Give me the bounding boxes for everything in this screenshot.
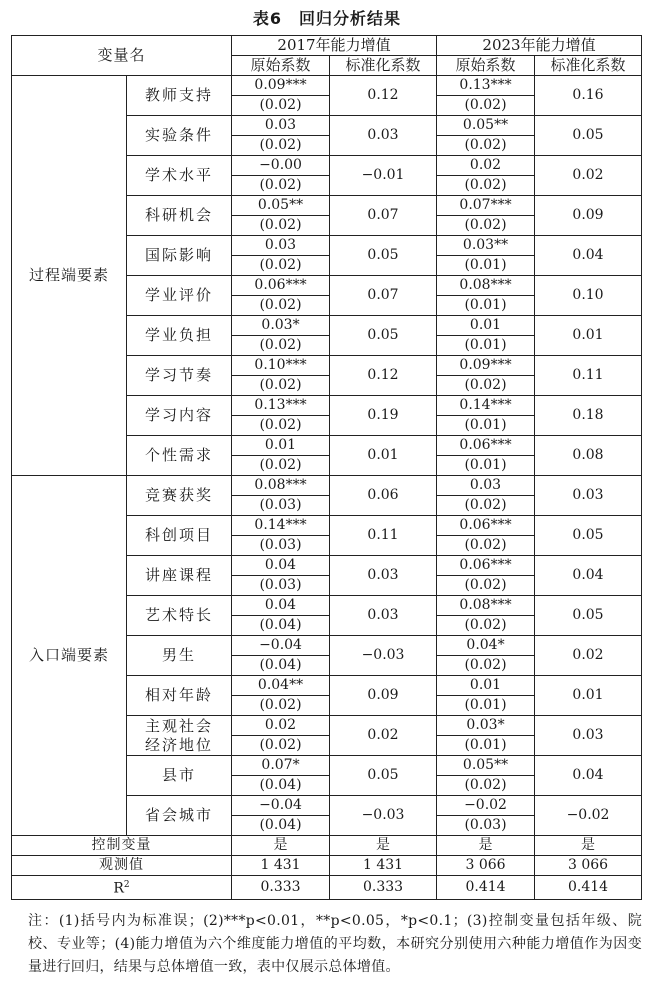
coef-2023: 0.06*** <box>437 436 535 456</box>
coef-2023: 0.05** <box>437 116 535 136</box>
obs-value: 3 066 <box>437 856 535 876</box>
coef-2017: 0.03 <box>232 236 330 256</box>
coef-2017: 0.04 <box>232 556 330 576</box>
variable-name: 竞赛获奖 <box>127 476 232 516</box>
std-coef-2023: 0.01 <box>535 676 642 716</box>
coef-2017: 0.04 <box>232 596 330 616</box>
coef-2023: 0.06*** <box>437 516 535 536</box>
regression-table <box>11 35 642 900</box>
se-2023: (0.03) <box>437 816 535 836</box>
se-2023: (0.01) <box>437 416 535 436</box>
std-coef-2017: −0.03 <box>330 636 437 676</box>
r2-label <box>12 876 232 900</box>
coef-2017: −0.00 <box>232 156 330 176</box>
variable-name: 学习节奏 <box>127 356 232 396</box>
variable-name: 艺术特长 <box>127 596 232 636</box>
std-coef-2023: 0.18 <box>535 396 642 436</box>
header-raw-2023: 原始系数 <box>437 56 535 76</box>
variable-name: 学业评价 <box>127 276 232 316</box>
coef-2023: 0.01 <box>437 316 535 336</box>
se-2017: (0.02) <box>232 176 330 196</box>
variable-name-line: 主观社会 <box>145 716 214 735</box>
variable-name: 实验条件 <box>127 116 232 156</box>
se-2023: (0.02) <box>437 136 535 156</box>
std-coef-2017: 0.01 <box>330 436 437 476</box>
se-2017: (0.03) <box>232 496 330 516</box>
se-2023: (0.01) <box>437 296 535 316</box>
table-row <box>12 76 642 96</box>
coef-2023: 0.08*** <box>437 596 535 616</box>
std-coef-2017: 0.03 <box>330 596 437 636</box>
std-coef-2017: 0.07 <box>330 196 437 236</box>
std-coef-2023: 0.01 <box>535 316 642 356</box>
coef-2023: 0.02 <box>437 156 535 176</box>
se-2023: (0.01) <box>437 696 535 716</box>
std-coef-2023: 0.05 <box>535 596 642 636</box>
coef-2023: 0.09*** <box>437 356 535 376</box>
se-2023: (0.02) <box>437 576 535 596</box>
variable-name: 个性需求 <box>127 436 232 476</box>
control-value: 是 <box>330 836 437 856</box>
variable-name: 教师支持 <box>127 76 232 116</box>
variable-name <box>127 716 232 756</box>
coef-2023: 0.06*** <box>437 556 535 576</box>
std-coef-2017: 0.07 <box>330 276 437 316</box>
se-2023: (0.02) <box>437 536 535 556</box>
coef-2017: 0.13*** <box>232 396 330 416</box>
header-2017: 2017年能力增值 <box>232 36 437 56</box>
group-process: 过程端要素 <box>12 76 127 476</box>
se-2023: (0.02) <box>437 376 535 396</box>
se-2017: (0.02) <box>232 336 330 356</box>
coef-2023: 0.03** <box>437 236 535 256</box>
std-coef-2023: −0.02 <box>535 796 642 836</box>
note-text: 注：(1)括号内为标准误；(2)***p<0.01，**p<0.05，*p<0.1；(3)控制变量包括年级、院校、专业等；(4)能力增值为六个维度能力增值的平均数，本研究分别使用六种能力增值作为因变量进行回归，结果与总体增值一致，表中仅展示总体增值。 <box>28 913 642 975</box>
coef-2017: 0.03* <box>232 316 330 336</box>
std-coef-2017: 0.02 <box>330 716 437 756</box>
se-2017: (0.02) <box>232 416 330 436</box>
coef-2017: 0.09*** <box>232 76 330 96</box>
group-entry: 入口端要素 <box>12 476 127 836</box>
table-title: 表6 回归分析结果 <box>252 9 402 28</box>
std-coef-2017: −0.01 <box>330 156 437 196</box>
se-2023: (0.02) <box>437 656 535 676</box>
variable-name: 男生 <box>127 636 232 676</box>
obs-value: 1 431 <box>232 856 330 876</box>
se-2023: (0.01) <box>437 336 535 356</box>
se-2023: (0.02) <box>437 496 535 516</box>
se-2023: (0.02) <box>437 176 535 196</box>
table-body <box>12 76 642 836</box>
std-coef-2023: 0.04 <box>535 756 642 796</box>
table-row <box>12 476 642 496</box>
std-coef-2017: 0.03 <box>330 116 437 156</box>
se-2023: (0.01) <box>437 456 535 476</box>
se-2017: (0.03) <box>232 536 330 556</box>
variable-name: 相对年龄 <box>127 676 232 716</box>
r2-superscript: 2 <box>123 880 130 890</box>
header-std-2017: 标准化系数 <box>330 56 437 76</box>
se-2017: (0.04) <box>232 776 330 796</box>
r2-value: 0.414 <box>535 876 642 900</box>
coef-2023: 0.08*** <box>437 276 535 296</box>
variable-name: 国际影响 <box>127 236 232 276</box>
coef-2023: 0.05** <box>437 756 535 776</box>
header-2023: 2023年能力增值 <box>437 36 642 56</box>
std-coef-2023: 0.11 <box>535 356 642 396</box>
se-2017: (0.04) <box>232 616 330 636</box>
coef-2023: 0.07*** <box>437 196 535 216</box>
r2-letter: R <box>113 880 124 897</box>
std-coef-2017: 0.05 <box>330 236 437 276</box>
header-raw-2017: 原始系数 <box>232 56 330 76</box>
variable-name: 县市 <box>127 756 232 796</box>
obs-label: 观测值 <box>12 856 232 876</box>
se-2023: (0.02) <box>437 216 535 236</box>
coef-2017: 0.05** <box>232 196 330 216</box>
obs-value: 3 066 <box>535 856 642 876</box>
std-coef-2023: 0.04 <box>535 236 642 276</box>
std-coef-2023: 0.03 <box>535 716 642 756</box>
control-value: 是 <box>535 836 642 856</box>
coef-2017: 0.04** <box>232 676 330 696</box>
std-coef-2017: 0.03 <box>330 556 437 596</box>
std-coef-2023: 0.02 <box>535 636 642 676</box>
se-2017: (0.02) <box>232 296 330 316</box>
std-coef-2017: 0.12 <box>330 76 437 116</box>
control-value: 是 <box>232 836 330 856</box>
std-coef-2017: 0.09 <box>330 676 437 716</box>
coef-2017: 0.08*** <box>232 476 330 496</box>
se-2017: (0.04) <box>232 816 330 836</box>
coef-2017: 0.02 <box>232 716 330 736</box>
variable-name: 科创项目 <box>127 516 232 556</box>
se-2017: (0.02) <box>232 216 330 236</box>
coef-2023: 0.01 <box>437 676 535 696</box>
variable-name: 省会城市 <box>127 796 232 836</box>
std-coef-2017: 0.05 <box>330 756 437 796</box>
coef-2017: 0.01 <box>232 436 330 456</box>
se-2017: (0.03) <box>232 576 330 596</box>
coef-2023: 0.03 <box>437 476 535 496</box>
control-label: 控制变量 <box>12 836 232 856</box>
coef-2023: −0.02 <box>437 796 535 816</box>
std-coef-2017: 0.05 <box>330 316 437 356</box>
coef-2023: 0.04* <box>437 636 535 656</box>
variable-name: 讲座课程 <box>127 556 232 596</box>
control-value: 是 <box>437 836 535 856</box>
se-2017: (0.02) <box>232 736 330 756</box>
r2-value: 0.414 <box>437 876 535 900</box>
coef-2017: −0.04 <box>232 796 330 816</box>
se-2017: (0.04) <box>232 656 330 676</box>
std-coef-2017: −0.03 <box>330 796 437 836</box>
se-2017: (0.02) <box>232 376 330 396</box>
std-coef-2017: 0.12 <box>330 356 437 396</box>
r2-value: 0.333 <box>330 876 437 900</box>
se-2023: (0.02) <box>437 96 535 116</box>
std-coef-2017: 0.11 <box>330 516 437 556</box>
se-2017: (0.02) <box>232 256 330 276</box>
header-variable: 变量名 <box>12 36 232 76</box>
se-2017: (0.02) <box>232 696 330 716</box>
se-2023: (0.01) <box>437 736 535 756</box>
std-coef-2023: 0.03 <box>535 476 642 516</box>
coef-2017: 0.07* <box>232 756 330 776</box>
r2-value: 0.333 <box>232 876 330 900</box>
table-footer <box>12 836 642 900</box>
obs-value: 1 431 <box>330 856 437 876</box>
coef-2023: 0.03* <box>437 716 535 736</box>
coef-2017: 0.14*** <box>232 516 330 536</box>
se-2017: (0.02) <box>232 136 330 156</box>
coef-2023: 0.14*** <box>437 396 535 416</box>
se-2017: (0.02) <box>232 456 330 476</box>
se-2023: (0.02) <box>437 616 535 636</box>
variable-name: 学习内容 <box>127 396 232 436</box>
variable-name: 学业负担 <box>127 316 232 356</box>
se-2023: (0.02) <box>437 776 535 796</box>
std-coef-2017: 0.06 <box>330 476 437 516</box>
coef-2017: 0.10*** <box>232 356 330 376</box>
std-coef-2023: 0.04 <box>535 556 642 596</box>
std-coef-2023: 0.05 <box>535 116 642 156</box>
se-2017: (0.02) <box>232 96 330 116</box>
header-std-2023: 标准化系数 <box>535 56 642 76</box>
variable-name: 学术水平 <box>127 156 232 196</box>
std-coef-2023: 0.02 <box>535 156 642 196</box>
se-2023: (0.01) <box>437 256 535 276</box>
table-notes <box>28 910 642 979</box>
coef-2017: −0.04 <box>232 636 330 656</box>
std-coef-2023: 0.09 <box>535 196 642 236</box>
variable-name-line: 经济地位 <box>145 735 214 754</box>
std-coef-2023: 0.05 <box>535 516 642 556</box>
coef-2017: 0.03 <box>232 116 330 136</box>
variable-name: 科研机会 <box>127 196 232 236</box>
std-coef-2017: 0.19 <box>330 396 437 436</box>
std-coef-2023: 0.08 <box>535 436 642 476</box>
coef-2023: 0.13*** <box>437 76 535 96</box>
coef-2017: 0.06*** <box>232 276 330 296</box>
std-coef-2023: 0.16 <box>535 76 642 116</box>
std-coef-2023: 0.10 <box>535 276 642 316</box>
